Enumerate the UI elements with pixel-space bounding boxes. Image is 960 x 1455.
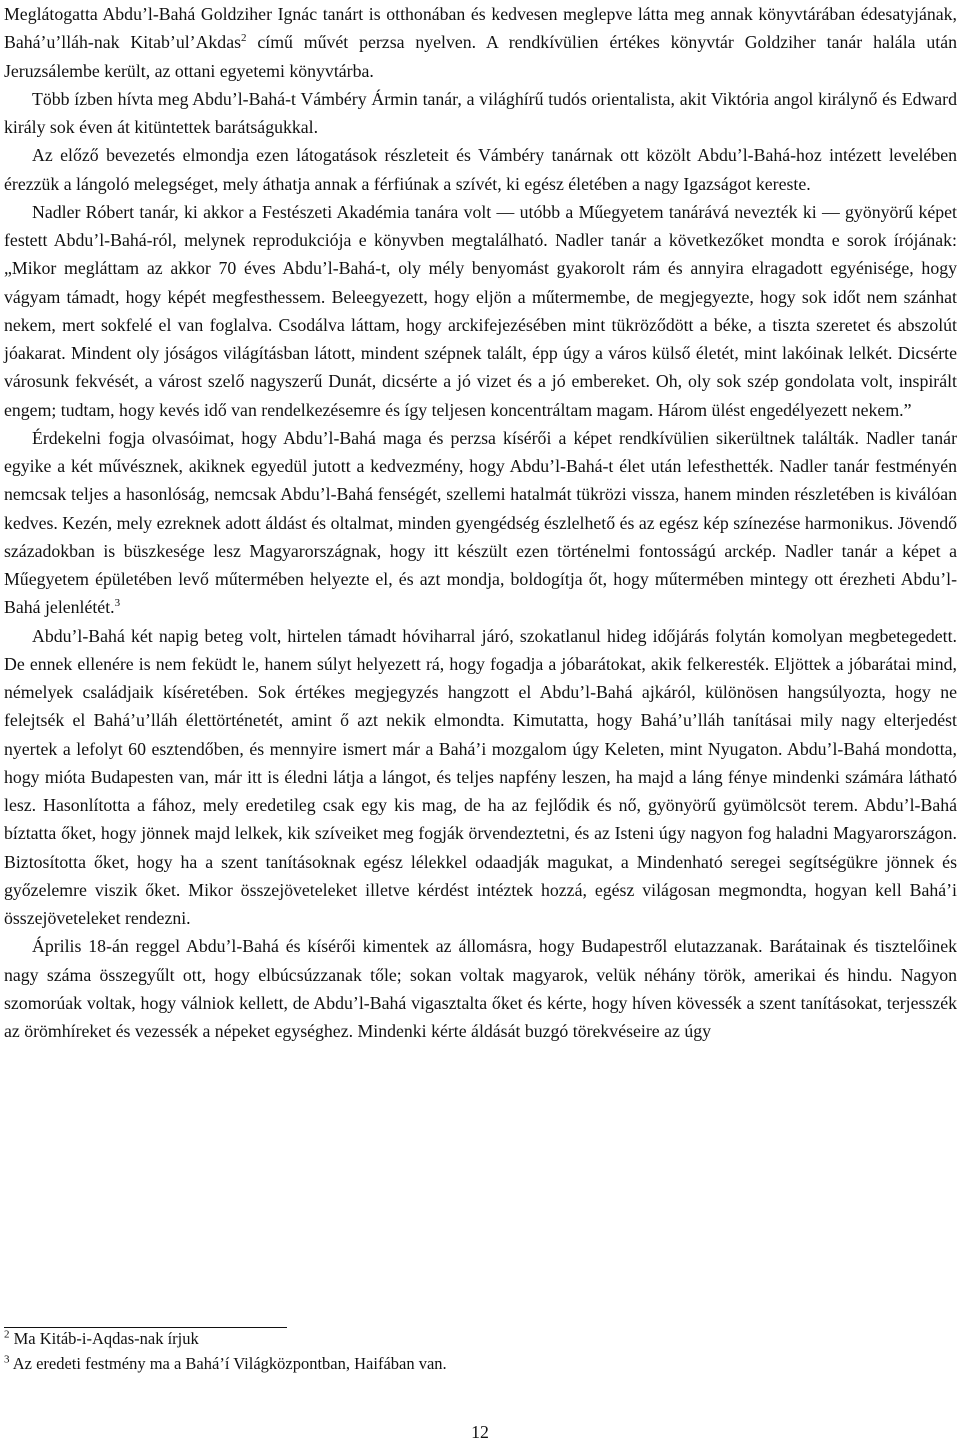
footnote-number: 2	[4, 1328, 10, 1341]
page-body	[4, 0, 957, 1045]
paragraph-vambery: Több ízben hívta meg Abdu’l-Bahá-t Vámbéry Ármin tanár, a világhírű tudós orientalista, akit Viktória angol királynő és Edward király sok éven át kitüntettek barátságukkal.	[4, 88, 957, 137]
paragraph-portrait	[4, 424, 957, 622]
paragraph-illness: Abdu’l-Bahá két napig beteg volt, hirtelen támadt hóviharral járó, szokatlanul hideg időjárás folytán komolyan megbetegedett. De ennek ellenére is nem feküdt le, hanem súlyt helyezett rá, hogy fogadja a jóbarátokat, akik felkeresték. Eljöttek a jóbarátai mind, némelyek családjaik kíséretében. Sok értékes megjegyzés hangzott el Abdu’l-Bahá ajkáról, különösen hangsúlyozta, hogy ne felejtsék el Bahá’u’lláh élettörténetét, amint ő azt nekik elmondta. Kimutatta, hogy Bahá’u’lláh tanításai mily nagy elterjedést nyertek a lefolyt 60 esztendőben, és mennyire ismert már a Bahá’i mozgalom úgy Keleten, mint Nyugaton. Abdu’l-Bahá mondotta, hogy mióta Budapesten van, már itt is éledni látja a lángot, és teljes napfény leszen, ha majd a láng fénye mindenki számára látható lesz. Hasonlította a fához, mely eredetileg csak egy kis mag, de ha az fejlődik és nő, gyönyörű gyümölcsöt terem. Abdu’l-Bahá bíztatta őket, hogy jönnek majd lelkek, kik szíveiket meg fogják örvendeztetni, és az Isteni úgy nagyon fog haladni Magyarországon. Biztosította őket, hogy ha a szent tanításoknak egész lélekkel odaadják magukat, a Mindenható seregei segítségükre jönnek és győzelemre viszik őket. Mikor összejöveteleket illetve kérdést intéztek hozzá, egész világosan megmondta, hogyan kell Bahá’i összejöveteleket rendezni.	[4, 625, 957, 928]
footnote-3	[4, 1351, 704, 1376]
footnote-ref-2: 2	[241, 32, 247, 45]
footnotes	[4, 1326, 704, 1376]
paragraph-nadler: Nadler Róbert tanár, ki akkor a Festészeti Akadémia tanára volt — utóbb a Műegyetem tanárává nevezték ki — gyönyörű képet festett Abdu’l-Bahá-ról, melynek reprodukciója e könyvben megtalálható. Nadler tanár a következőket mondta e sorok írójának: „Mikor megláttam az akkor 70 éves Abdu’l-Bahá-t, oly mély benyomást gyakorolt rám és annyira elragadott egyénisége, hogy vágyam támadt, hogy képét megfesthessem. Beleegyezett, hogy eljön a műtermembe, de megjegyezte, hogy sok időt nem szánhat nekem, mert sokfelé el van foglalva. Csodálva láttam, hogy arckifejezésében mint tükröződött a béke, a tiszta szeretet és abszolút jóakarat. Mindent oly jóságos világításban látott, mindent szépnek talált, épp úgy a város külső életét, mint lakóinak lelkét. Dicsérte városunk fekvését, a várost szelő nagyszerű Dunát, dicsérte a jó vizet és a jó embereket. Oh, oly sok szép gondolata volt, inspirált engem; tudtam, hogy kevés idő van rendelkezésemre és így teljesen koncentráltam magam. Három ülést engedélyezett nekem.”	[4, 201, 957, 420]
footnote-ref-3: 3	[114, 597, 121, 610]
footnote-number: 3	[4, 1353, 10, 1366]
paragraph-text: című művét perzsa nyelven. A rendkívülien értékes könyvtár Goldziher tanár halála után Jeruzsálembe került, az ottani egyetemi könyvtárba.	[4, 32, 958, 81]
paragraph-departure: Április 18-án reggel Abdu’l-Bahá és kísérői kimentek az állomásra, hogy Budapestről elutazzanak. Barátainak és tisztelőinek nagy száma összegyűlt ott, hogy elbúcsúzzanak tőle; sokan voltak magyarok, velük néhány török, amerikai és hindu. Nagyon szomorúak voltak, hogy válniok kellett, de Abdu’l-Bahá vigasztalta őket és kérte, hogy híven kövessék a szent tanításokat, terjesszék az örömhíreket és vezessék a népeket egységhez. Mindenki kérte áldását buzgó törekvéseire az úgy	[4, 936, 957, 1041]
paragraph-intro-letter: Az előző bevezetés elmondja ezen látogatások részleteit és Vámbéry tanárnak ott közölt Abdu’l-Bahá-hoz intézett levelében érezzük a lángoló melegséget, mely áthatja annak a férfiúnak a szívét, ki egész életében a nagy Igazságot kereste.	[4, 145, 957, 194]
footnote-text: Az eredeti festmény ma a Bahá’í Világközpontban, Haifában van.	[12, 1354, 447, 1373]
paragraph-goldziher	[4, 0, 957, 85]
footnote-2	[4, 1326, 704, 1351]
page-number: 12	[471, 1422, 489, 1442]
paragraph-text: Meglátogatta Abdu’l-Bahá Goldziher Ignác tanárt is otthonában és kedvesen meglepve látta meg annak könyvtárában édesatyjának, Bahá’u’lláh-nak Kitab’ul’Akdas	[4, 4, 957, 53]
footnote-text: Ma Kitáb-i-Aqdas-nak írjuk	[13, 1329, 199, 1348]
paragraph-text: Érdekelni fogja olvasóimat, hogy Abdu’l-Bahá maga és perzsa kísérői a képet rendkívülien sikerültnek találták. Nadler tanár egyike a két művésznek, akiknek egyedül jutott a kedvezmény, hogy Abdu’l-Bahá-t élet után lefesthették. Nadler tanár festményén nemcsak teljes a hasonlóság, nemcsak Abdu’l-Bahá fenségét, szellemi hatalmát tükrözi vissza, hanem minden részletében is kiválóan kedves. Kezén, mely ezreknek adott áldást és oltalmat, minden gyengédség észlelhető és az egész kép színezése harmonikus. Jövendő századokban is büszkesége lesz Magyarországnak, hogy itt készült ezen történelmi fontosságú arckép. Nadler tanár a képet a Műegyetem épületében levő műtermében helyezte el, és azt mondja, boldogítja őt, hogy műtermében mintegy ott érezheti Abdu’l-Bahá jelenlétét.	[4, 427, 957, 618]
